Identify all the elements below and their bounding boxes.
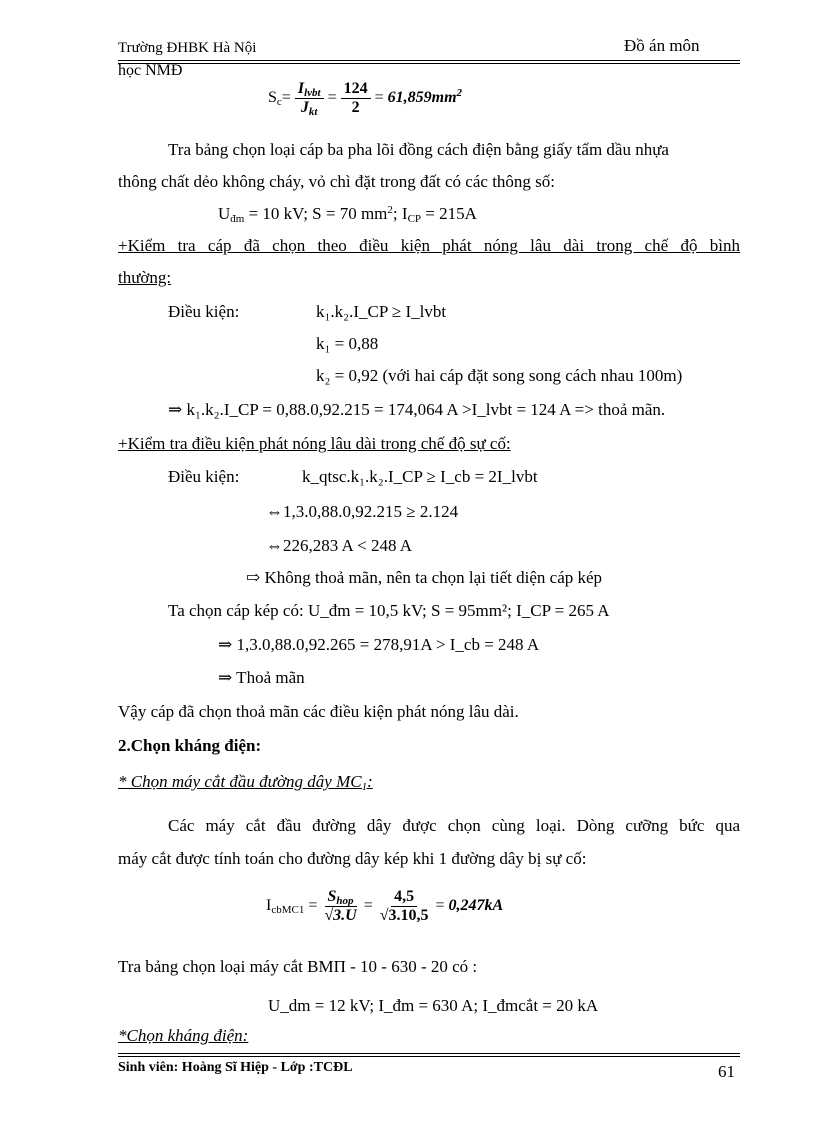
result1: ⇒ k₁.k₂.I_CP = 0,88.0,92.215 = 174,064 A >I_lvbt = 124 A => thoả mãn. (168, 400, 666, 419)
formula-icb: $I_{cbMC1}$ = $\frac{S_{hop}}{√3.U}$ = $\frac{4,5}{√3.10,5}$ = 0,247kA (266, 888, 504, 924)
cable-spec: $U_{đm} = 10$ kV; S = 70 $mm^2$; $I_{CP} = 215A$ (218, 204, 477, 225)
page-number: 61 (718, 1062, 735, 1081)
ok: ⇒ Thoả mãn (218, 668, 305, 687)
cond2-label: Điều kiện: (168, 467, 240, 486)
check1-heading: +Kiểm tra cáp đã chọn theo điều kiện phát nóng lâu dài trong chế độ bình (118, 236, 740, 255)
header-rule-2 (118, 63, 740, 64)
arrow-right-icon: ⇨ (246, 568, 261, 587)
eq1: ⇔1,3.0,88.0,92.215 ≥ 2.124 (266, 502, 459, 521)
breaker-table-line: Tra bảng chọn loại máy cắt BMП - 10 - 630 - 20 có : (118, 957, 478, 976)
para1-line2: thông chất dẻo không cháy, vỏ chì đặt trong đất có các thông số: (118, 172, 556, 191)
formula-sc: $S_c=$ $\frac{I_{lvbt}}{J_{kt}}$ = $\frac{124}{2}$ = $61,859mm^2$ (268, 80, 463, 118)
cond2-expr: k_qtsc.k₁.k₂.I_CP ≥ I_cb = 2I_lvbt (302, 467, 538, 486)
not-ok: ⇨ Không thoả mãn, nên ta chọn lại tiết diện cáp kép (246, 568, 603, 587)
sub-heading-mc1: * Chọn máy cắt đầu đường dây $MC_1$: (118, 772, 373, 793)
para1-line1: Tra bảng chọn loại cáp ba pha lõi đồng cách điện bằng giấy tẩm dầu nhựa (168, 140, 669, 159)
header-school: Trường ĐHBK Hà Nội (118, 40, 257, 56)
para2-line2: máy cắt được tính toán cho đường dây kép khi 1 đường dây bị sự cố: (118, 849, 587, 868)
footer-rule-2 (118, 1056, 740, 1057)
choose-double-cable: Ta chọn cáp kép có: U_đm = 10,5 kV; S = 95mm²; I_CP = 265 A (168, 601, 610, 620)
cond-label: Điều kiện: (168, 302, 240, 321)
conclusion: Vậy cáp đã chọn thoả mãn các điều kiện phát nóng lâu dài. (118, 702, 519, 721)
check2-heading: +Kiểm tra điều kiện phát nóng lâu dài trong chế độ sự cố: (118, 434, 511, 453)
cond-expr: k₁.k₂.I_CP ≥ I_lvbt (316, 302, 447, 321)
header-course: Đồ án môn (624, 36, 700, 55)
verify: ⇒ 1,3.0,88.0,92.265 = 278,91A > I_cb = 248 A (218, 635, 540, 654)
k2-value: k₂ = 0,92 (với hai cáp đặt song song cách nhau 100m) (316, 366, 683, 385)
eq2: ⇔226,283 A < 248 A (266, 536, 413, 555)
header-continuation: học NMĐ (118, 62, 183, 79)
k1-value: k₁ = 0,88 (316, 334, 379, 353)
footer-student: Sinh viên: Hoàng Sĩ Hiệp - Lớp :TCĐL (118, 1060, 353, 1075)
footer-rule (118, 1053, 740, 1054)
check1-heading-2: thường: (118, 268, 172, 287)
section-2-title: 2.Chọn kháng điện: (118, 736, 262, 755)
para2-line1: Các máy cắt đầu đường dây được chọn cùng loại. Dòng cưỡng bức qua (168, 816, 740, 835)
breaker-rating: U_dm = 12 kV; I_đm = 630 A; I_đmcắt = 20 kA (268, 996, 599, 1015)
sub-heading-reactor: *Chọn kháng điện: (118, 1026, 249, 1045)
header-rule (118, 60, 740, 61)
